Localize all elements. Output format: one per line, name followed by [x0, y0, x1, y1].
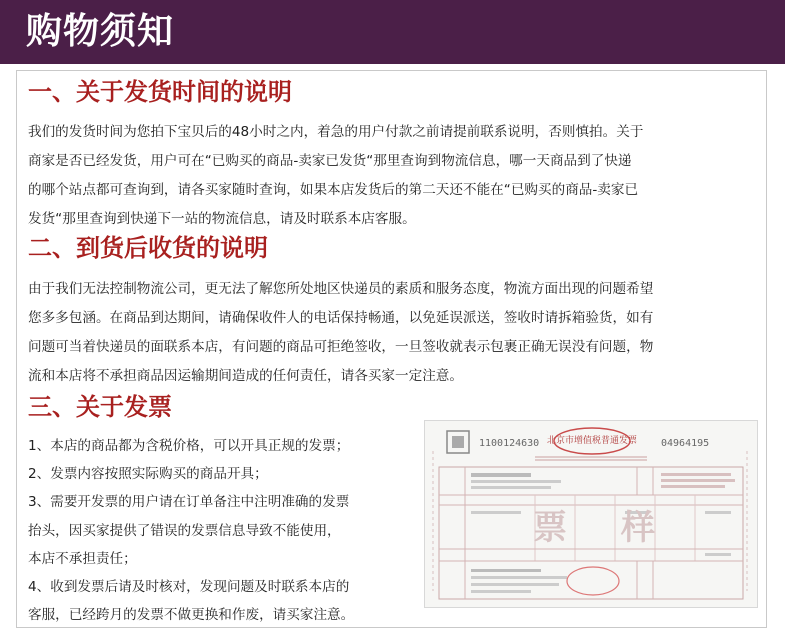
paragraph-line: 由于我们无法控制物流公司，更无法了解您所处地区快递员的素质和服务态度，物流方面出现的问题希望 [28, 281, 654, 297]
invoice-drawing [425, 421, 759, 609]
list-item: 客服，已经跨月的发票不做更换和作废，请买家注意。 [28, 607, 355, 624]
receiving-paragraph [28, 275, 762, 391]
invoice-code: 1100124630 [479, 438, 540, 449]
watermark-left: 票 [533, 508, 567, 548]
page-title: 购物须知 [26, 11, 175, 52]
qr-code-inner [452, 436, 464, 448]
invoice-number: 04964195 [661, 438, 710, 449]
invoice-header-text: 北京市增值税普通发票 [547, 436, 638, 446]
list-item: 2、发票内容按照实际购买的商品开具； [28, 466, 268, 483]
section-heading-receiving: 二、到货后收货的说明 [28, 234, 268, 262]
list-item: 3、需要开发票的用户请在订单备注中注明准确的发票 [28, 494, 350, 511]
page-banner [0, 0, 785, 64]
paragraph-line: 您多多包涵。在商品到达期间，请确保收件人的电话保持畅通，以免延误派送，签收时请拆箱验货，如有 [28, 310, 654, 326]
seller-stamp-icon [567, 567, 619, 595]
invoice-rules-list [28, 432, 418, 629]
paragraph-line: 问题可当着快递员的面联系本店，有问题的商品可拒绝签收，一旦签收就表示包裹正确无误没有问题，物 [28, 339, 654, 355]
sample-invoice-image [424, 420, 758, 608]
list-item: 本店不承担责任； [28, 550, 137, 567]
paragraph-line: 流和本店将不承担商品因运输期间造成的任何责任，请各买家一定注意。 [28, 368, 463, 384]
section-heading-invoice: 三、关于发票 [28, 393, 172, 421]
list-item: 1、本店的商品都为含税价格，可以开具正规的发票； [28, 438, 350, 454]
section-heading-shipping-time: 一、关于发货时间的说明 [28, 78, 292, 106]
paragraph-line: 我们的发货时间为您拍下宝贝后的48小时之内，着急的用户付款之前请提前联系说明，否则慎拍。关于 [28, 124, 644, 140]
watermark-right: 样 [621, 508, 655, 548]
paragraph-line: 的哪个站点都可查询到，请各买家随时查询，如果本店发货后的第二天还不能在“已购买的商品-卖家已 [28, 182, 639, 198]
paragraph-line: 发货“那里查询到快递下一站的物流信息，请及时联系本店客服。 [28, 211, 416, 227]
paragraph-line: 商家是否已经发货，用户可在“已购买的商品-卖家已发货“那里查询到物流信息，哪一天商品到了快递 [28, 153, 632, 169]
list-item: 抬头，因买家提供了错误的发票信息导致不能使用， [28, 522, 341, 539]
list-item: 4、收到发票后请及时核对，发现问题及时联系本店的 [28, 579, 350, 596]
shipping-time-paragraph [28, 118, 762, 234]
